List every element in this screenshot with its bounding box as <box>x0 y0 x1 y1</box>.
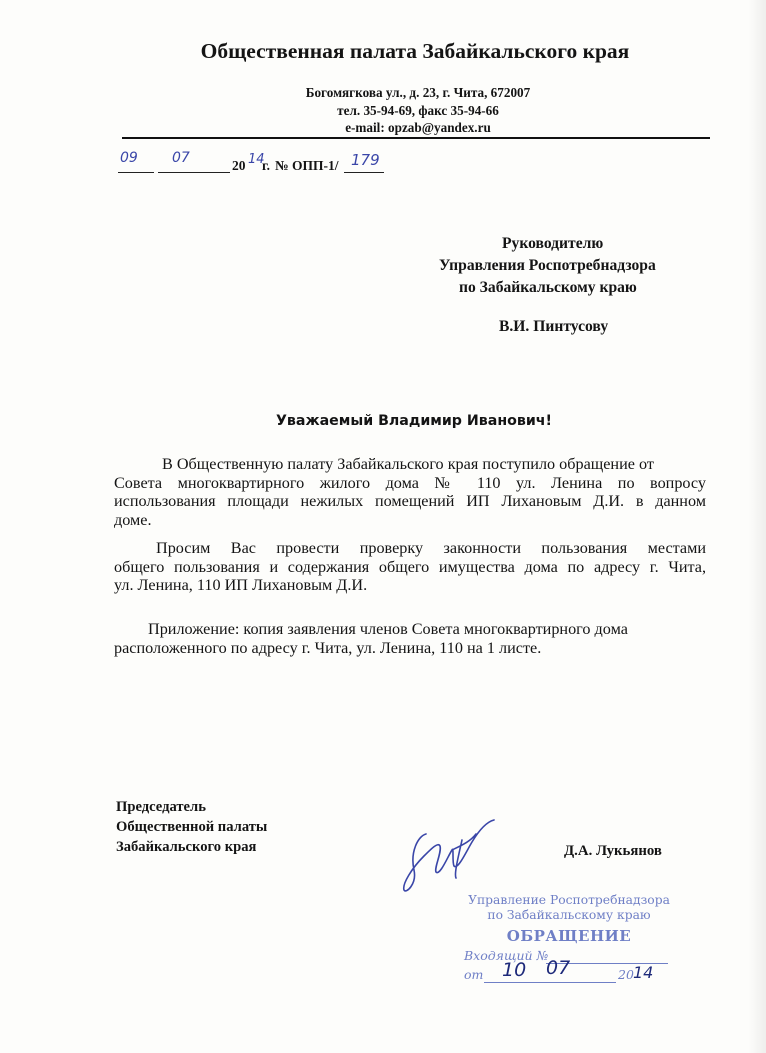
body-paragraph-1 <box>114 455 706 530</box>
organization-title: Общественная палата Забайкальского края <box>200 39 630 63</box>
body-line: доме. <box>114 511 152 530</box>
stamp-date-underline <box>484 982 616 983</box>
body-line: общего пользования и содержания общего имущества дома по адресу г. Чита, <box>114 557 706 576</box>
registration-year-suffix: г. <box>262 158 270 173</box>
body-line: ул. Ленина, 110 ИП Лихановым Д.И. <box>114 576 368 595</box>
body-paragraph-2 <box>114 539 706 595</box>
body-line: расположенного по адресу г. Чита, ул. Ленина, 110 на 1 листе. <box>114 638 542 657</box>
addressee-title: Руководителю <box>502 235 604 252</box>
registration-day-handwritten: 09 <box>120 150 138 166</box>
letterhead-address: Богомягкова ул., д. 23, г. Чита, 672007 <box>305 85 531 100</box>
scan-edge-shadow <box>748 0 766 1053</box>
stamp-title: ОБРАЩЕНИЕ <box>506 927 632 945</box>
registration-number-label: № ОПП-1/ <box>275 158 339 173</box>
signatory-position <box>116 797 267 857</box>
stamp-from-label: от <box>464 967 484 982</box>
registration-year-handwritten: 14 <box>248 152 265 167</box>
letterhead-email: e-mail: opzab@yandex.ru <box>345 120 491 135</box>
handwritten-signature <box>396 812 506 902</box>
body-line: Приложение: копия заявления членов Совета многоквартирного дома <box>148 620 628 638</box>
stamp-year-prefix: 20 <box>618 967 634 982</box>
signatory-position-line: Забайкальского края <box>116 839 257 855</box>
body-line: Просим Вас провести проверку законности пользования местами <box>156 539 706 557</box>
stamp-region: по Забайкальскому краю <box>487 908 651 922</box>
registration-year-prefix: 20 <box>232 158 246 173</box>
body-line: Совета многоквартирного жилого дома № 110 ул. Ленина по вопросу <box>114 473 706 492</box>
stamp-month-handwritten: 07 <box>546 957 571 979</box>
attachment-paragraph <box>114 620 706 657</box>
registration-month-underline <box>158 172 230 173</box>
letterhead-phone: тел. 35-94-69, факс 35-94-66 <box>337 103 499 118</box>
registration-number-underline <box>344 172 384 173</box>
registration-day-underline <box>118 172 154 173</box>
signatory-position-line: Председатель <box>116 799 206 815</box>
addressee-department: Управления Роспотребнадзора <box>439 257 656 274</box>
stamp-year-handwritten: 14 <box>633 963 654 982</box>
registration-number-handwritten: 179 <box>351 151 380 169</box>
salutation: Уважаемый Владимир Иванович! <box>275 413 553 429</box>
stamp-day-handwritten: 10 <box>502 959 527 981</box>
signatory-name: Д.А. Лукьянов <box>564 843 662 859</box>
stamp-department: Управление Роспотребнадзора <box>468 893 670 907</box>
addressee-region: по Забайкальскому краю <box>459 279 637 296</box>
letterhead-divider <box>122 137 710 139</box>
signatory-position-line: Общественной палаты <box>116 819 268 835</box>
body-line: использования площади нежилых помещений ИП Лихановым Д.И. в данном <box>114 492 706 511</box>
addressee-name: В.И. Пинтусову <box>499 318 609 335</box>
body-line: В Общественную палату Забайкальского края поступило обращение от <box>162 455 654 473</box>
stamp-incoming-label: Входящий № <box>464 948 549 963</box>
registration-month-handwritten: 07 <box>172 150 190 166</box>
